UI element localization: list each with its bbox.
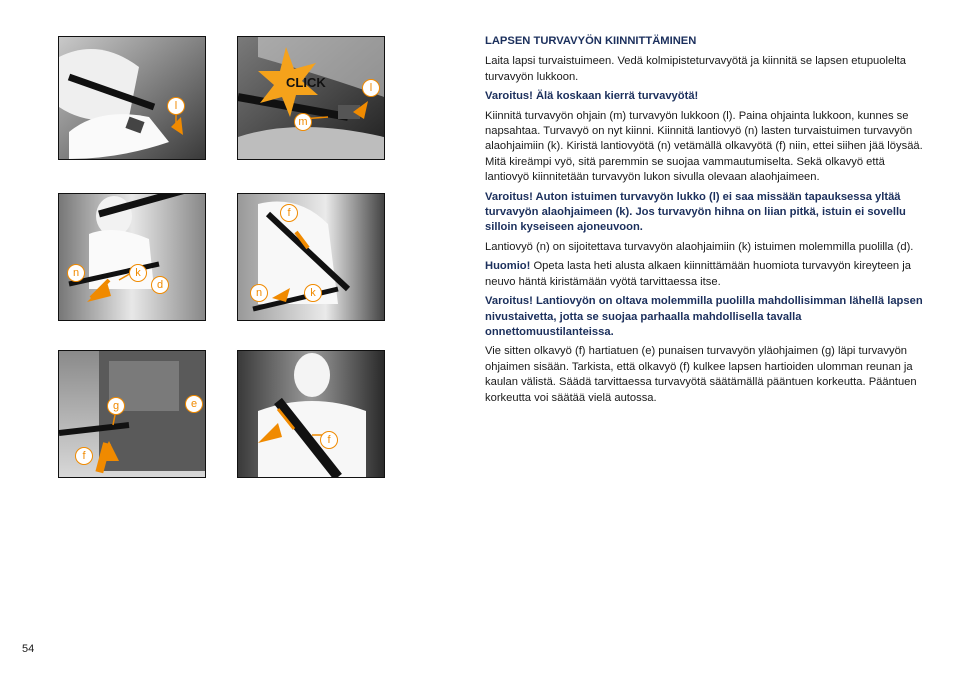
instructions-text	[485, 34, 925, 410]
label-l: l	[362, 79, 380, 97]
label-e: e	[185, 395, 203, 413]
warning-2: Varoitus! Auton istuimen turvavyön lukko (l) ei saa missään tapauksessa yltää turvavyön alaohjaimeen (k). Jos turvavyön hihna on liian pitkä, istuin ei sovellu silloin kyseiseen ajoneuvoon.	[485, 190, 906, 234]
label-n: n	[67, 264, 85, 282]
label-m: m	[294, 113, 312, 131]
paragraph-2: Kiinnitä turvavyön ohjain (m) turvavyön lukkoon (l). Paina ohjainta lukkoon, kunnes se napsahtaa. Turvavyö on nyt kiinni. Kiinnitä lantiovyö (n) lasten turvaistuimen turvavyön alaohjaimiin (k). Kiristä lantiovyötä (n) vetämällä olkavyötä (f) niin, ettei siihen jää löysää. Mitä kireämpi vyö, sitä paremmin se suojaa vammautumiselta. Sekä olkavyö että lantiovyö kiinnitetään turvavyön lukon sivulla olevaan alaohjaimeen.	[485, 109, 923, 184]
page-number: 54	[22, 643, 35, 655]
figure-belt-tension	[237, 193, 385, 321]
label-f: f	[75, 447, 93, 465]
illustration	[59, 37, 205, 159]
label-k: k	[304, 284, 322, 302]
click-label: CLICK	[286, 75, 326, 90]
note-label: Huomio!	[485, 260, 531, 273]
label-k: k	[129, 264, 147, 282]
label-f: f	[280, 204, 298, 222]
illustration	[238, 351, 384, 477]
figure-buckle-insert	[58, 36, 206, 160]
label-l: l	[167, 97, 185, 115]
figure-buckle-click	[237, 36, 385, 160]
warning-3: Varoitus! Lantiovyön on oltava molemmilla puolilla mahdollisimman lähellä lapsen nivustaivetta, jotta se suojaa parhaalla mahdollisella tavalla onnettomuustilanteissa.	[485, 295, 923, 338]
note-paragraph	[485, 259, 925, 290]
section-heading: LAPSEN TURVAVYÖN KIINNITTÄMINEN	[485, 35, 697, 47]
figure-shoulder-guide	[58, 350, 206, 478]
paragraph-4: Vie sitten olkavyö (f) hartiatuen (e) punaisen turvavyön yläohjaimen (g) läpi turvavyön ohjaimen sisään. Tarkista, että olkavyö (f) kulkee lapsen hartioiden ulomman reunan ja kaulan välistä. Säädä tarvittaessa turvavyötä säätämällä pääntuen korkeutta. Pääntuen korkeutta voi säätää vielä autossa.	[485, 345, 917, 404]
paragraph-1: Laita lapsi turvaistuimeen. Vedä kolmipisteturvavyötä ja kiinnitä se lapsen etupuolelta turvavyön lukkoon.	[485, 55, 907, 83]
paragraph-3: Lantiovyö (n) on sijoitettava turvavyön alaohjaimiin (k) istuimen molemmilla puolilla (d).	[485, 240, 914, 253]
label-f: f	[320, 431, 338, 449]
label-n: n	[250, 284, 268, 302]
note-text: Opeta lasta heti alusta alkaen kiinnittämään huomiota turvavyön kireyteen ja neuvo häntä kiristämään vyötä tarvittaessa itse.	[485, 260, 911, 288]
figure-lap-belt	[58, 193, 206, 321]
warning-1: Varoitus! Älä koskaan kierrä turvavyötä!	[485, 90, 699, 103]
label-g: g	[107, 397, 125, 415]
figure-shoulder-belt-position	[237, 350, 385, 478]
label-d: d	[151, 276, 169, 294]
illustration	[59, 194, 205, 320]
illustration	[238, 37, 384, 159]
